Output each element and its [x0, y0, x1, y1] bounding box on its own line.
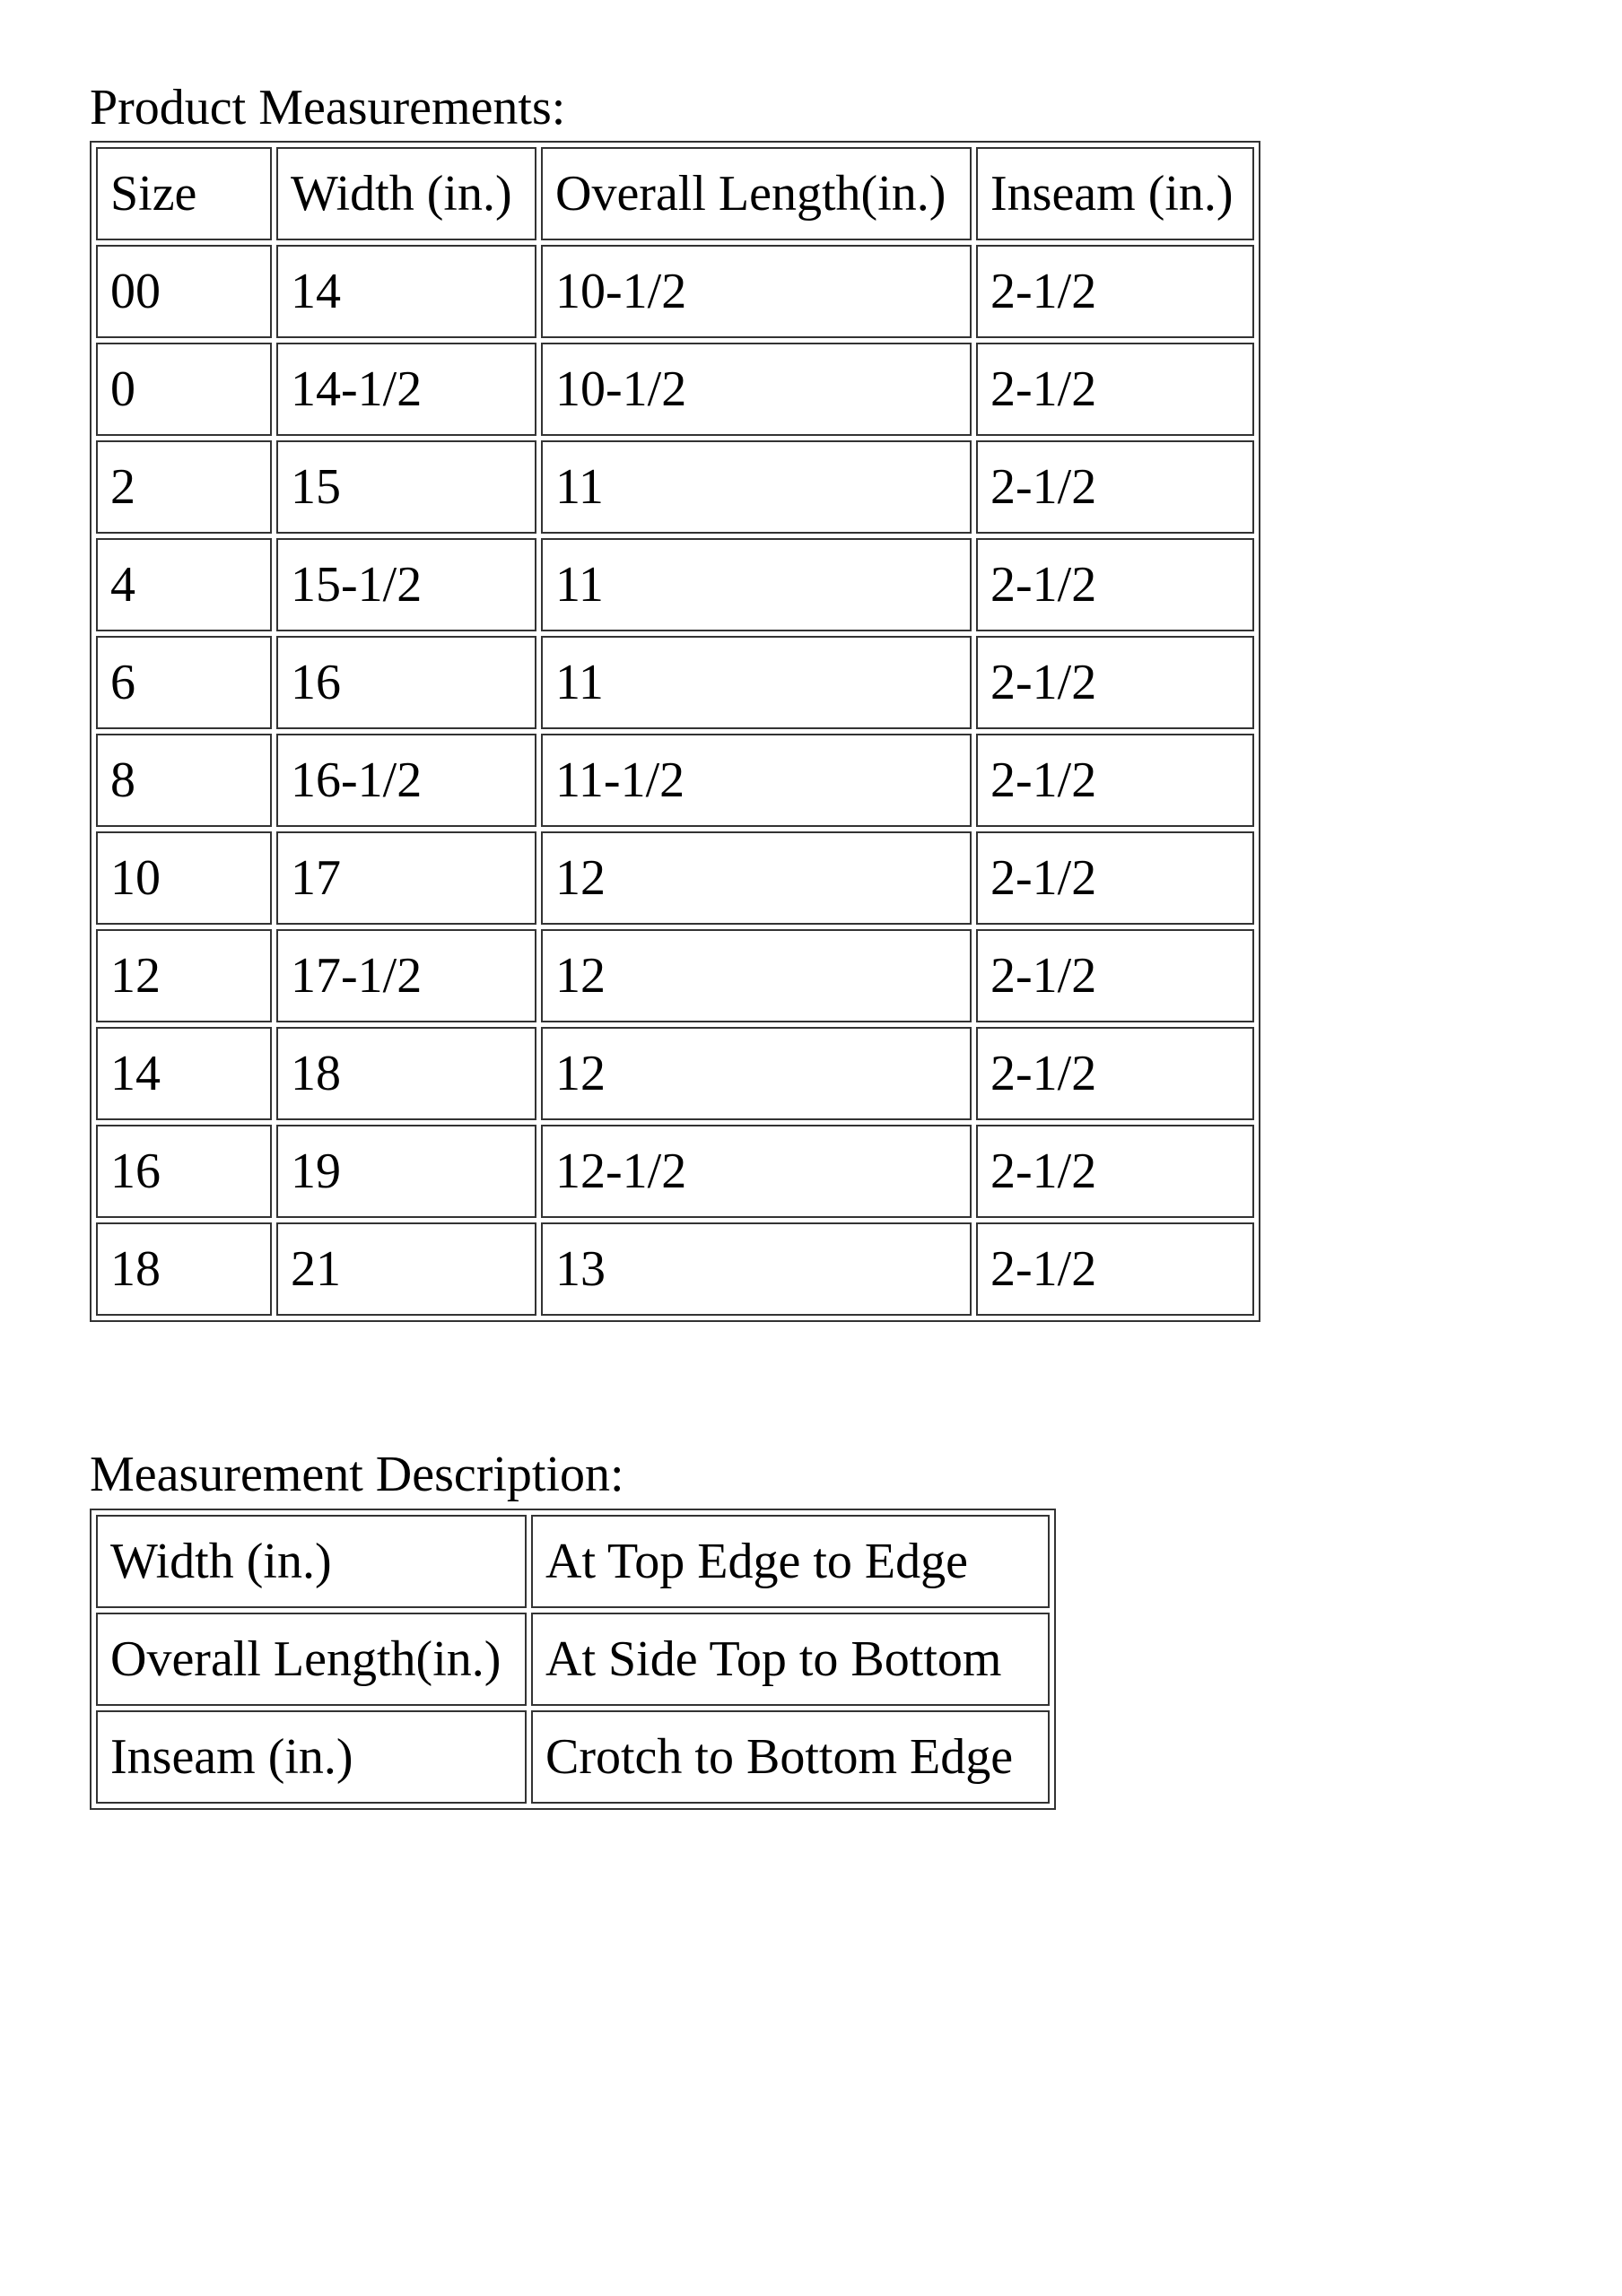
cell-overall-length: 11 [541, 440, 972, 534]
table-row [96, 1027, 1254, 1120]
cell-inseam: 2-1/2 [976, 1125, 1254, 1218]
cell-inseam: 2-1/2 [976, 440, 1254, 534]
cell-overall-length: 10-1/2 [541, 343, 972, 436]
cell-size: 2 [96, 440, 272, 534]
table-row [96, 831, 1254, 925]
cell-overall-length: 11 [541, 538, 972, 631]
cell-width: 14 [276, 245, 536, 338]
table-row [96, 1515, 1050, 1608]
cell-size: 14 [96, 1027, 272, 1120]
cell-inseam: 2-1/2 [976, 245, 1254, 338]
table-row [96, 734, 1254, 827]
cell-overall-length: 11 [541, 636, 972, 729]
table-row [96, 343, 1254, 436]
cell-inseam: 2-1/2 [976, 831, 1254, 925]
cell-size: 16 [96, 1125, 272, 1218]
cell-size: 8 [96, 734, 272, 827]
cell-size: 00 [96, 245, 272, 338]
measurement-description-title: Measurement Description: [90, 1447, 624, 1502]
cell-width: 15-1/2 [276, 538, 536, 631]
cell-inseam: 2-1/2 [976, 734, 1254, 827]
cell-width: 18 [276, 1027, 536, 1120]
cell-width: 19 [276, 1125, 536, 1218]
cell-inseam: 2-1/2 [976, 538, 1254, 631]
table-header-row [96, 147, 1254, 240]
cell-measurement-method: At Side Top to Bottom [531, 1613, 1050, 1706]
cell-size: 4 [96, 538, 272, 631]
table-row [96, 245, 1254, 338]
cell-size: 0 [96, 343, 272, 436]
table-row [96, 440, 1254, 534]
cell-measurement-name: Inseam (in.) [96, 1710, 527, 1804]
cell-inseam: 2-1/2 [976, 343, 1254, 436]
header-inseam: Inseam (in.) [976, 147, 1254, 240]
product-measurements-table [90, 141, 1260, 1322]
cell-size: 12 [96, 929, 272, 1022]
cell-measurement-method: Crotch to Bottom Edge [531, 1710, 1050, 1804]
cell-width: 17 [276, 831, 536, 925]
cell-inseam: 2-1/2 [976, 636, 1254, 729]
cell-overall-length: 12 [541, 1027, 972, 1120]
cell-size: 18 [96, 1222, 272, 1316]
cell-overall-length: 12-1/2 [541, 1125, 972, 1218]
cell-size: 10 [96, 831, 272, 925]
cell-overall-length: 12 [541, 831, 972, 925]
cell-overall-length: 10-1/2 [541, 245, 972, 338]
cell-width: 15 [276, 440, 536, 534]
header-overall-length: Overall Length(in.) [541, 147, 972, 240]
measurement-description-table [90, 1509, 1056, 1810]
header-size: Size [96, 147, 272, 240]
cell-measurement-name: Overall Length(in.) [96, 1613, 527, 1706]
cell-width: 16-1/2 [276, 734, 536, 827]
cell-inseam: 2-1/2 [976, 1027, 1254, 1120]
cell-size: 6 [96, 636, 272, 729]
table-row [96, 538, 1254, 631]
product-measurements-title: Product Measurements: [90, 80, 566, 135]
cell-overall-length: 13 [541, 1222, 972, 1316]
table-row [96, 1125, 1254, 1218]
cell-inseam: 2-1/2 [976, 929, 1254, 1022]
cell-width: 14-1/2 [276, 343, 536, 436]
header-width: Width (in.) [276, 147, 536, 240]
cell-width: 16 [276, 636, 536, 729]
table-row [96, 1613, 1050, 1706]
cell-overall-length: 12 [541, 929, 972, 1022]
cell-overall-length: 11-1/2 [541, 734, 972, 827]
table-row [96, 929, 1254, 1022]
table-row [96, 1222, 1254, 1316]
table-row [96, 1710, 1050, 1804]
cell-width: 17-1/2 [276, 929, 536, 1022]
cell-width: 21 [276, 1222, 536, 1316]
cell-measurement-name: Width (in.) [96, 1515, 527, 1608]
cell-inseam: 2-1/2 [976, 1222, 1254, 1316]
table-row [96, 636, 1254, 729]
cell-measurement-method: At Top Edge to Edge [531, 1515, 1050, 1608]
